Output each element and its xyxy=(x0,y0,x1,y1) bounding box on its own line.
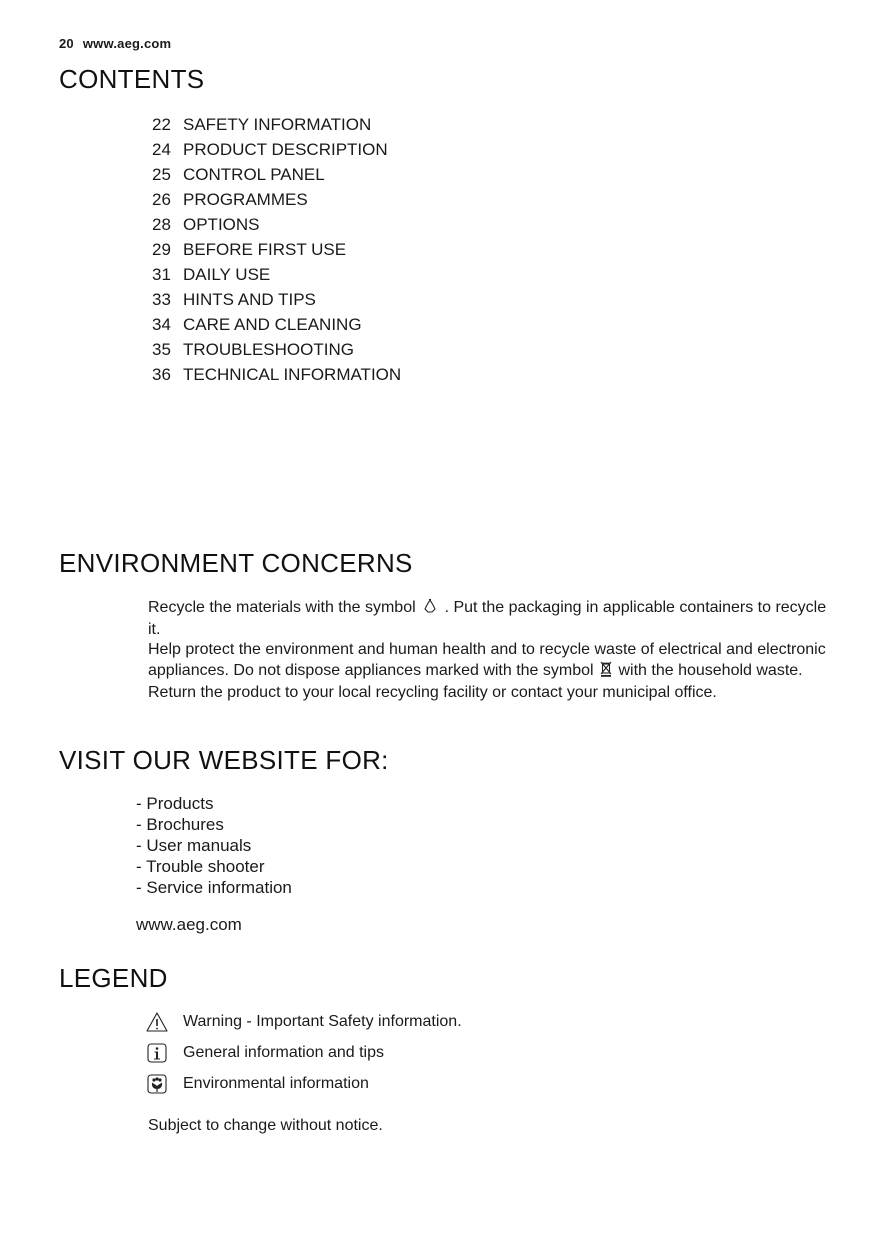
toc-label: HINTS AND TIPS xyxy=(183,290,316,309)
toc-label: BEFORE FIRST USE xyxy=(183,240,347,259)
legend-item-info xyxy=(145,1042,462,1073)
page-header xyxy=(59,36,171,51)
toc-label: OPTIONS xyxy=(183,215,260,234)
toc-item[interactable] xyxy=(152,262,401,287)
toc-page-number: 26 xyxy=(152,190,171,209)
toc-page-number: 28 xyxy=(152,215,171,234)
list-item: - Trouble shooter xyxy=(136,857,265,876)
toc-item[interactable] xyxy=(152,287,401,312)
list-item: - Service information xyxy=(136,878,292,897)
toc-page-number: 29 xyxy=(152,240,171,259)
toc-page-number: 34 xyxy=(152,315,171,334)
environment-paragraph-weee xyxy=(148,640,828,703)
environment-title: ENVIRONMENT CONCERNS xyxy=(59,548,413,578)
weee-text-before: Help protect the environment and human health and to recycle waste of electrical and electronic appliances. Do not dispose appliances marked with the symbol xyxy=(148,641,826,679)
toc-label: SAFETY INFORMATION xyxy=(183,115,372,134)
toc-item[interactable] xyxy=(152,337,401,362)
toc-label: TROUBLESHOOTING xyxy=(183,340,354,359)
toc-item[interactable] xyxy=(152,187,401,212)
toc-item[interactable] xyxy=(152,212,401,237)
header-site: www.aeg.com xyxy=(82,36,172,51)
legend-item-environment xyxy=(145,1073,462,1104)
environment-icon xyxy=(145,1073,169,1095)
website-link[interactable]: www.aeg.com xyxy=(136,915,242,934)
legend-item-warning xyxy=(145,1011,462,1042)
toc-item[interactable] xyxy=(152,312,401,337)
crossed-bin-icon xyxy=(600,660,612,683)
recycle-text-before: Recycle the materials with the symbol xyxy=(148,599,416,616)
environment-text xyxy=(148,598,828,703)
contents-title: CONTENTS xyxy=(59,64,205,94)
toc-page-number: 33 xyxy=(152,290,171,309)
toc-item[interactable] xyxy=(152,237,401,262)
warning-icon xyxy=(145,1011,169,1033)
website-list xyxy=(136,793,292,898)
toc-label: DAILY USE xyxy=(183,265,271,284)
toc-label: PRODUCT DESCRIPTION xyxy=(183,140,388,159)
legend-list xyxy=(145,1011,462,1104)
page-number: 20 xyxy=(59,36,74,51)
toc-page-number: 24 xyxy=(152,140,171,159)
legend-text: Environmental information xyxy=(183,1075,369,1092)
list-item: - User manuals xyxy=(136,836,252,855)
toc-page-number: 36 xyxy=(152,365,171,384)
toc-item[interactable] xyxy=(152,362,401,387)
legend-text: General information and tips xyxy=(183,1044,384,1061)
recycle-icon xyxy=(422,598,438,620)
table-of-contents xyxy=(152,112,401,387)
legend-title: LEGEND xyxy=(59,963,168,993)
toc-label: CONTROL PANEL xyxy=(183,165,325,184)
list-item: - Products xyxy=(136,794,214,813)
info-icon xyxy=(145,1042,169,1064)
environment-paragraph-recycle xyxy=(148,598,828,640)
toc-label: CARE AND CLEANING xyxy=(183,315,362,334)
toc-item[interactable] xyxy=(152,137,401,162)
toc-item[interactable] xyxy=(152,112,401,137)
toc-page-number: 31 xyxy=(152,265,171,284)
list-item: - Brochures xyxy=(136,815,224,834)
toc-label: TECHNICAL INFORMATION xyxy=(183,365,402,384)
change-notice: Subject to change without notice. xyxy=(148,1117,383,1134)
toc-label: PROGRAMMES xyxy=(183,190,308,209)
toc-page-number: 35 xyxy=(152,340,171,359)
recycle-text-after: . Put the packaging in applicable containers to recycle it. xyxy=(148,599,827,638)
toc-item[interactable] xyxy=(152,162,401,187)
legend-text: Warning - Important Safety information. xyxy=(183,1013,462,1030)
website-title: VISIT OUR WEBSITE FOR: xyxy=(59,745,389,775)
toc-page-number: 22 xyxy=(152,115,171,134)
weee-text-after: with the household waste. Return the product to your local recycling facility or contact your municipal office. xyxy=(148,662,803,701)
toc-page-number: 25 xyxy=(152,165,171,184)
